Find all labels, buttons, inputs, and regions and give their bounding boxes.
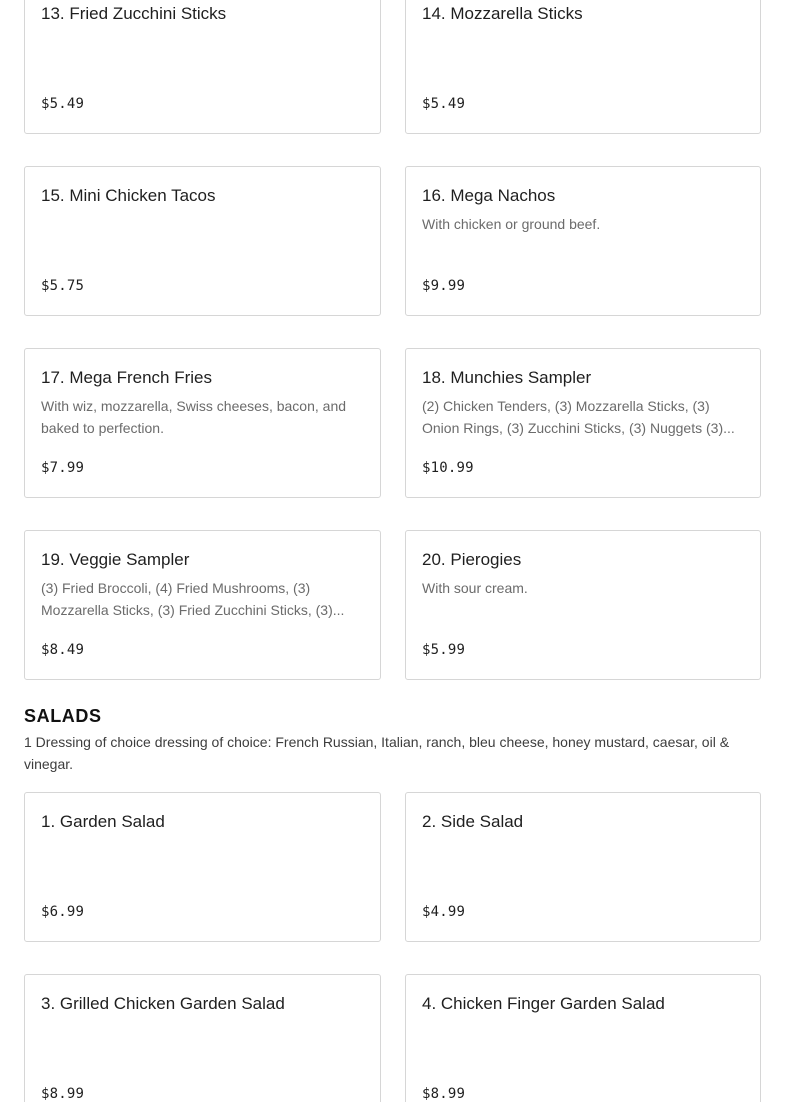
- menu-item-price: $8.99: [422, 1086, 466, 1102]
- menu-item-price: $6.99: [41, 904, 85, 920]
- menu-item-price: $8.49: [41, 642, 85, 658]
- salads-section-header: [24, 704, 761, 775]
- menu-item-name: 20. Pierogies: [422, 550, 522, 569]
- menu-item-description: With sour cream.: [422, 580, 528, 596]
- menu-item-card[interactable]: [405, 348, 761, 498]
- menu-item-name: 14. Mozzarella Sticks: [422, 4, 583, 23]
- menu-item-price: $7.99: [41, 460, 85, 476]
- menu-item-price: $5.99: [422, 642, 466, 658]
- menu-item-name: 18. Munchies Sampler: [422, 368, 592, 387]
- menu-item-card[interactable]: [405, 0, 761, 134]
- section-description: 1 Dressing of choice dressing of choice: French Russian, Italian, ranch, bleu cheese, honey mustard, caesar, oil & vinegar.: [24, 734, 730, 772]
- menu-item-name: 2. Side Salad: [422, 812, 524, 831]
- menu-item-name: 19. Veggie Sampler: [41, 550, 190, 569]
- menu-item-description: With wiz, mozzarella, Swiss cheeses, bacon, and baked to perfection.: [41, 398, 347, 436]
- menu-item-description: (3) Fried Broccoli, (4) Fried Mushrooms, (3) Mozzarella Sticks, (3) Fried Zucchini Sticks, (3)...: [41, 580, 345, 618]
- menu-item-price: $5.49: [41, 96, 85, 112]
- menu-item-name: 1. Garden Salad: [41, 812, 165, 831]
- menu-item-name: 13. Fried Zucchini Sticks: [41, 4, 227, 23]
- menu-item-price: $5.75: [41, 278, 85, 294]
- menu-item-card[interactable]: [405, 166, 761, 316]
- menu-item-price: $10.99: [422, 460, 474, 476]
- menu-item-card[interactable]: [405, 792, 761, 942]
- menu-item-name: 4. Chicken Finger Garden Salad: [422, 994, 665, 1013]
- menu-item-description: (2) Chicken Tenders, (3) Mozzarella Sticks, (3) Onion Rings, (3) Zucchini Sticks, (3) Nuggets (3)...: [422, 398, 735, 436]
- menu-item-price: $9.99: [422, 278, 466, 294]
- menu-item-card[interactable]: [24, 0, 381, 134]
- menu-item-card[interactable]: [24, 792, 381, 942]
- appetizers-grid: [24, 0, 761, 680]
- section-title: SALADS: [24, 706, 102, 726]
- menu-item-card[interactable]: [24, 348, 381, 498]
- menu-item-price: $5.49: [422, 96, 466, 112]
- menu-item-card[interactable]: [405, 530, 761, 680]
- menu-item-card[interactable]: [24, 166, 381, 316]
- menu-item-card[interactable]: [405, 974, 761, 1102]
- menu-item-name: 3. Grilled Chicken Garden Salad: [41, 994, 285, 1013]
- menu-item-price: $4.99: [422, 904, 466, 920]
- menu-item-name: 16. Mega Nachos: [422, 186, 556, 205]
- salads-grid: [24, 792, 761, 1102]
- menu-item-description: With chicken or ground beef.: [422, 216, 601, 232]
- menu-item-card[interactable]: [24, 974, 381, 1102]
- menu-item-name: 17. Mega French Fries: [41, 368, 213, 387]
- menu-item-card[interactable]: [24, 530, 381, 680]
- menu-item-price: $8.99: [41, 1086, 85, 1102]
- menu-item-name: 15. Mini Chicken Tacos: [41, 186, 216, 205]
